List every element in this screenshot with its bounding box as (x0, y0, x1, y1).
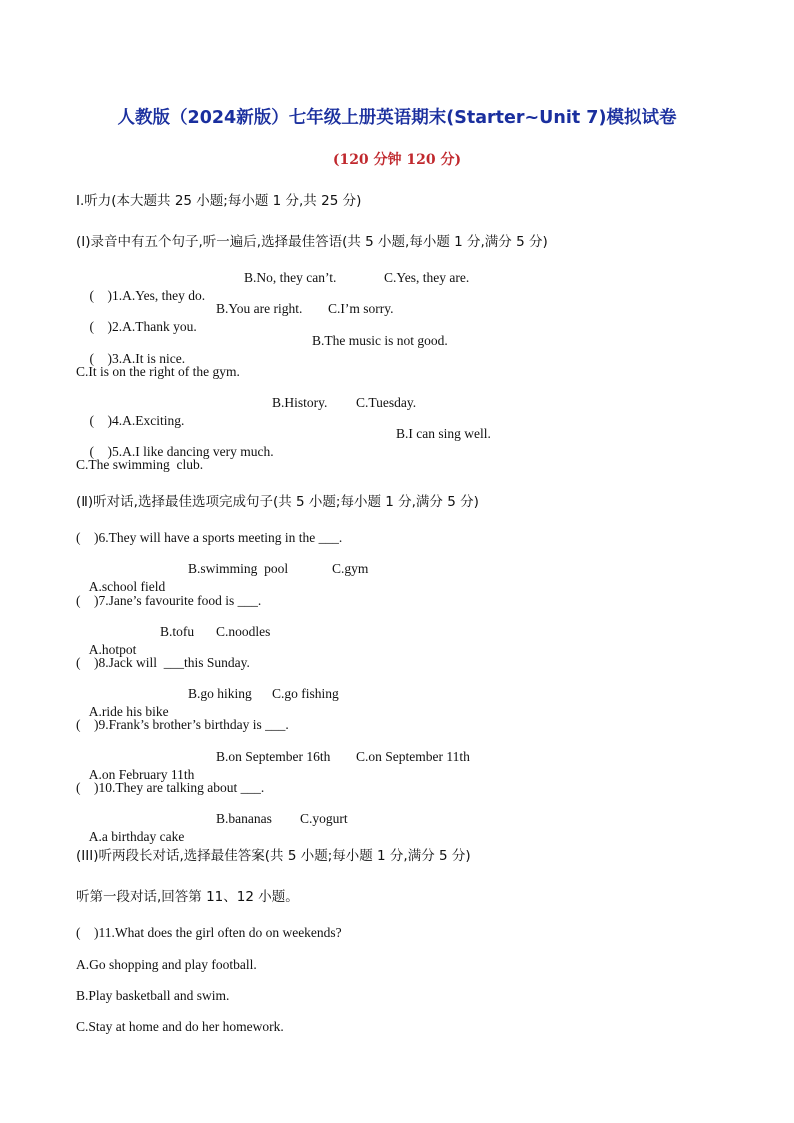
option-c: C.Tuesday. (356, 395, 417, 410)
question-stem: ( )5.A.I like dancing very much. (89, 444, 274, 459)
question-stem: ( )1.A.Yes, they do. (89, 288, 206, 303)
question-11-option-a: A.Go shopping and play football. (76, 957, 257, 972)
option-c: C.go fishing (272, 686, 339, 701)
option-b: B.swimming pool (188, 561, 289, 576)
question-stem: ( )2.A.Thank you. (89, 319, 197, 334)
page-title: 人教版（2024新版）七年级上册英语期末(Starter~Unit 7)模拟试卷 (117, 108, 677, 128)
option-b: B.History. (272, 395, 328, 410)
option-b: B.The music is not good. (312, 333, 448, 348)
option-b: B.go hiking (188, 686, 252, 701)
question-11-option-b: B.Play basketball and swim. (76, 988, 230, 1003)
option-c: C.I’m sorry. (328, 301, 394, 316)
part-heading: (III)听两段长对话,选择最佳答案(共 5 小题;每小题 1 分,满分 5 分) (76, 848, 471, 864)
exam-duration-score: (120 分钟 120 分) (332, 152, 462, 168)
option-b: B.on September 16th (216, 749, 331, 764)
question-5-option-c: C.The swimming club. (76, 457, 204, 472)
part-heading: (Ⅰ)录音中有五个句子,听一遍后,选择最佳答语(共 5 小题,每小题 1 分,满分 5 分) (76, 234, 548, 250)
section-heading: Ⅰ.听力(本大题共 25 小题;每小题 1 分,共 25 分) (76, 193, 362, 209)
question-6: ( )6.They will have a sports meeting in the ___. (76, 530, 343, 545)
option-c: C.yogurt (300, 811, 348, 826)
option-c: C.noodles (216, 624, 271, 639)
question-10: ( )10.They are talking about ___. (76, 780, 265, 795)
question-11: ( )11.What does the girl often do on weekends? (76, 925, 342, 940)
option-a: A.on February 11th (88, 767, 195, 782)
option-b: B.bananas (216, 811, 272, 826)
part-heading: (Ⅱ)听对话,选择最佳选项完成句子(共 5 小题;每小题 1 分,满分 5 分) (76, 494, 479, 510)
option-a: A.a birthday cake (88, 829, 185, 844)
option-b: B.I can sing well. (396, 426, 491, 441)
option-b: B.You are right. (216, 301, 303, 316)
question-9: ( )9.Frank’s brother’s birthday is ___. (76, 717, 289, 732)
option-b: B.tofu (160, 624, 195, 639)
dialogue-instruction: 听第一段对话,回答第 11、12 小题。 (76, 889, 299, 905)
option-c: C.on September 11th (356, 749, 470, 764)
question-stem: ( )3.A.It is nice. (89, 351, 186, 366)
question-stem: ( )4.A.Exciting. (89, 413, 185, 428)
option-a: A.school field (88, 579, 166, 594)
option-a: A.ride his bike (88, 704, 169, 719)
question-11-option-c: C.Stay at home and do her homework. (76, 1019, 284, 1034)
option-c: C.Yes, they are. (384, 270, 470, 285)
option-a: A.hotpot (88, 642, 137, 657)
option-b: B.No, they can’t. (244, 270, 337, 285)
question-3-option-c: C.It is on the right of the gym. (76, 364, 240, 379)
question-8: ( )8.Jack will ___this Sunday. (76, 655, 250, 670)
option-c: C.gym (332, 561, 369, 576)
question-7: ( )7.Jane’s favourite food is ___. (76, 593, 262, 608)
